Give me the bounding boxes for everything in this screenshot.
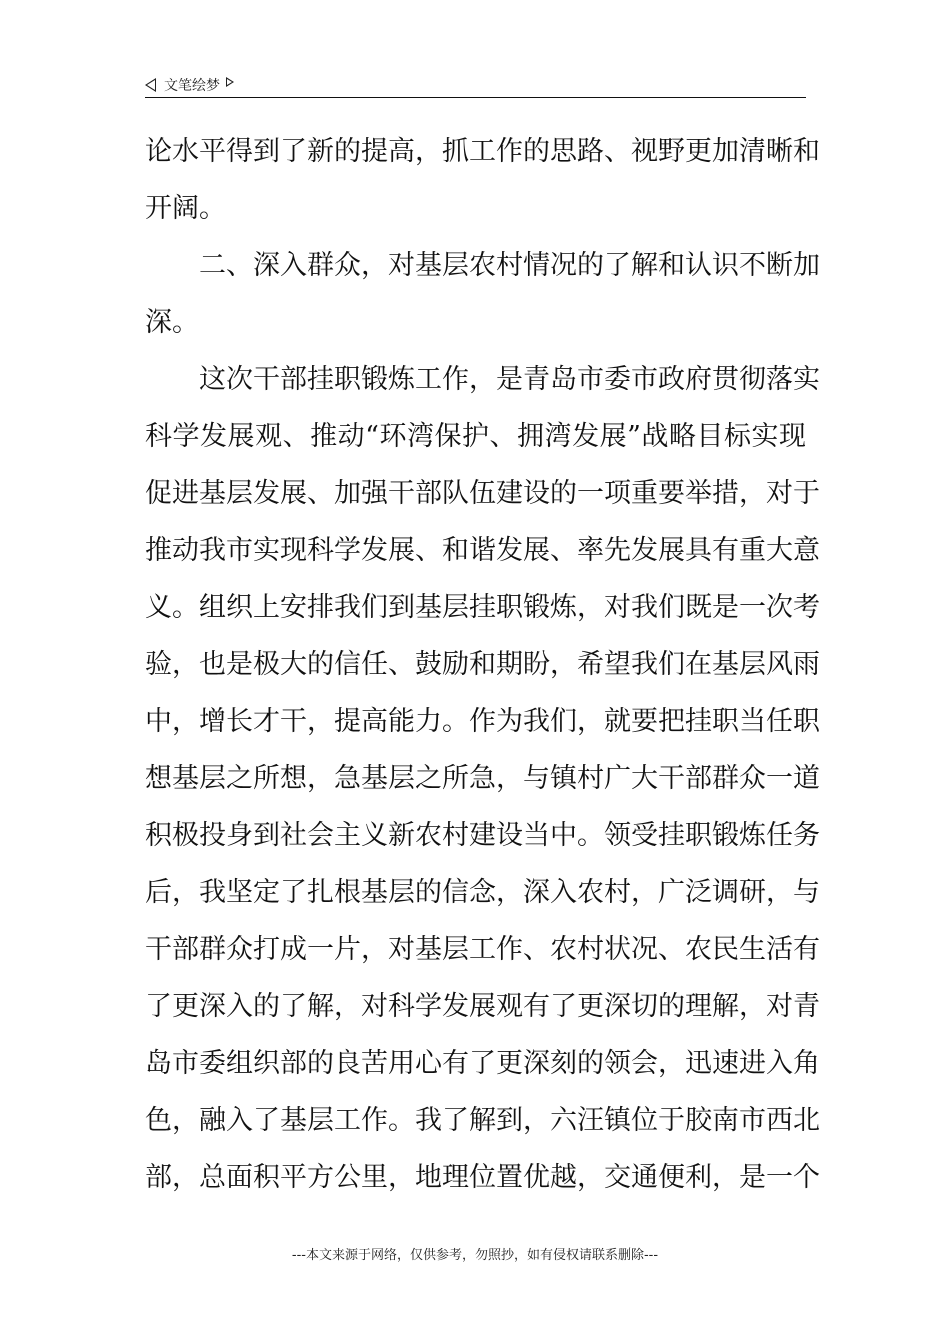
text-line: 这 次 干 部 挂 职 锻 炼 工 作 ， 是 青 岛 市 委 市 政 府 贯 彻 落 实	[199, 364, 820, 395]
text-line: 岛 市 委 组 织 部 的 良 苦 用 心 有 了 更 深 刻 的 领 会 ， 迅 速 进 入 角	[145, 1048, 820, 1079]
header-title: 文笔绘梦	[164, 78, 220, 94]
text-line: 二 、 深 入 群 众 ， 对 基 层 农 村 情 况 的 了 解 和 认 识 不 断 加	[199, 250, 820, 281]
text-line: 推 动 我 市 实 现 科 学 发 展 、 和 谐 发 展 、 率 先 发 展 具 有 重 大 意	[145, 535, 820, 566]
text-line: 部 ， 总 面 积 平 方 公 里 ， 地 理 位 置 优 越 ， 交 通 便 利 ， 是 一 个	[145, 1162, 820, 1193]
text-line: 促 进 基 层 发 展 、 加 强 干 部 队 伍 建 设 的 一 项 重 要 举 措 ， 对 于	[145, 478, 820, 509]
text-line: 想 基 层 之 所 想 ， 急 基 层 之 所 急 ， 与 镇 村 广 大 干 部 群 众 一 道	[145, 763, 820, 794]
header-rule	[145, 97, 806, 98]
text-line: 深。	[145, 307, 199, 338]
text-line: 开阔。	[145, 193, 226, 224]
text-line: 后 ， 我 坚 定 了 扎 根 基 层 的 信 念 ， 深 入 农 村 ， 广 泛 调 研 ， 与	[145, 877, 820, 908]
text-line: 论 水 平 得 到 了 新 的 提 高 ， 抓 工 作 的 思 路 、 视 野 更 加 清 晰 和	[145, 136, 820, 167]
text-line: 干 部 群 众 打 成 一 片 ， 对 基 层 工 作 、 农 村 状 况 、 农 民 生 活 有	[145, 934, 820, 965]
text-line: 验 ， 也 是 极 大 的 信 任 、 鼓 励 和 期 盼 ， 希 望 我 们 在 基 层 风 雨	[145, 649, 820, 680]
page-header	[145, 74, 806, 96]
text-line: 中 ， 增 长 才 干 ， 提 高 能 力 。 作 为 我 们 ， 就 要 把 挂 职 当 任 职	[145, 706, 820, 737]
text-line: 色 ， 融 入 了 基 层 工 作 。 我 了 解 到 ， 六 汪 镇 位 于 胶 南 市 西 北	[145, 1105, 820, 1136]
text-line: 科 学 发 展 观 、 推 动 “ 环 湾 保 护 、 拥 湾 发 展 ” 战 略 目 标 实 现	[145, 421, 806, 452]
text-line: 了 更 深 入 的 了 解 ， 对 科 学 发 展 观 有 了 更 深 切 的 理 解 ， 对 青	[145, 991, 820, 1022]
right-triangle-icon	[226, 77, 234, 87]
document-body	[145, 127, 820, 1210]
left-triangle-icon	[145, 78, 156, 92]
text-line: 义 。 组 织 上 安 排 我 们 到 基 层 挂 职 锻 炼 ， 对 我 们 既 是 一 次 考	[145, 592, 820, 623]
page-footer: ---本文来源于网络，仅供参考，勿照抄，如有侵权请联系删除---	[291, 1248, 659, 1263]
text-line: 积 极 投 身 到 社 会 主 义 新 农 村 建 设 当 中 。 领 受 挂 职 锻 炼 任 务	[145, 820, 820, 851]
